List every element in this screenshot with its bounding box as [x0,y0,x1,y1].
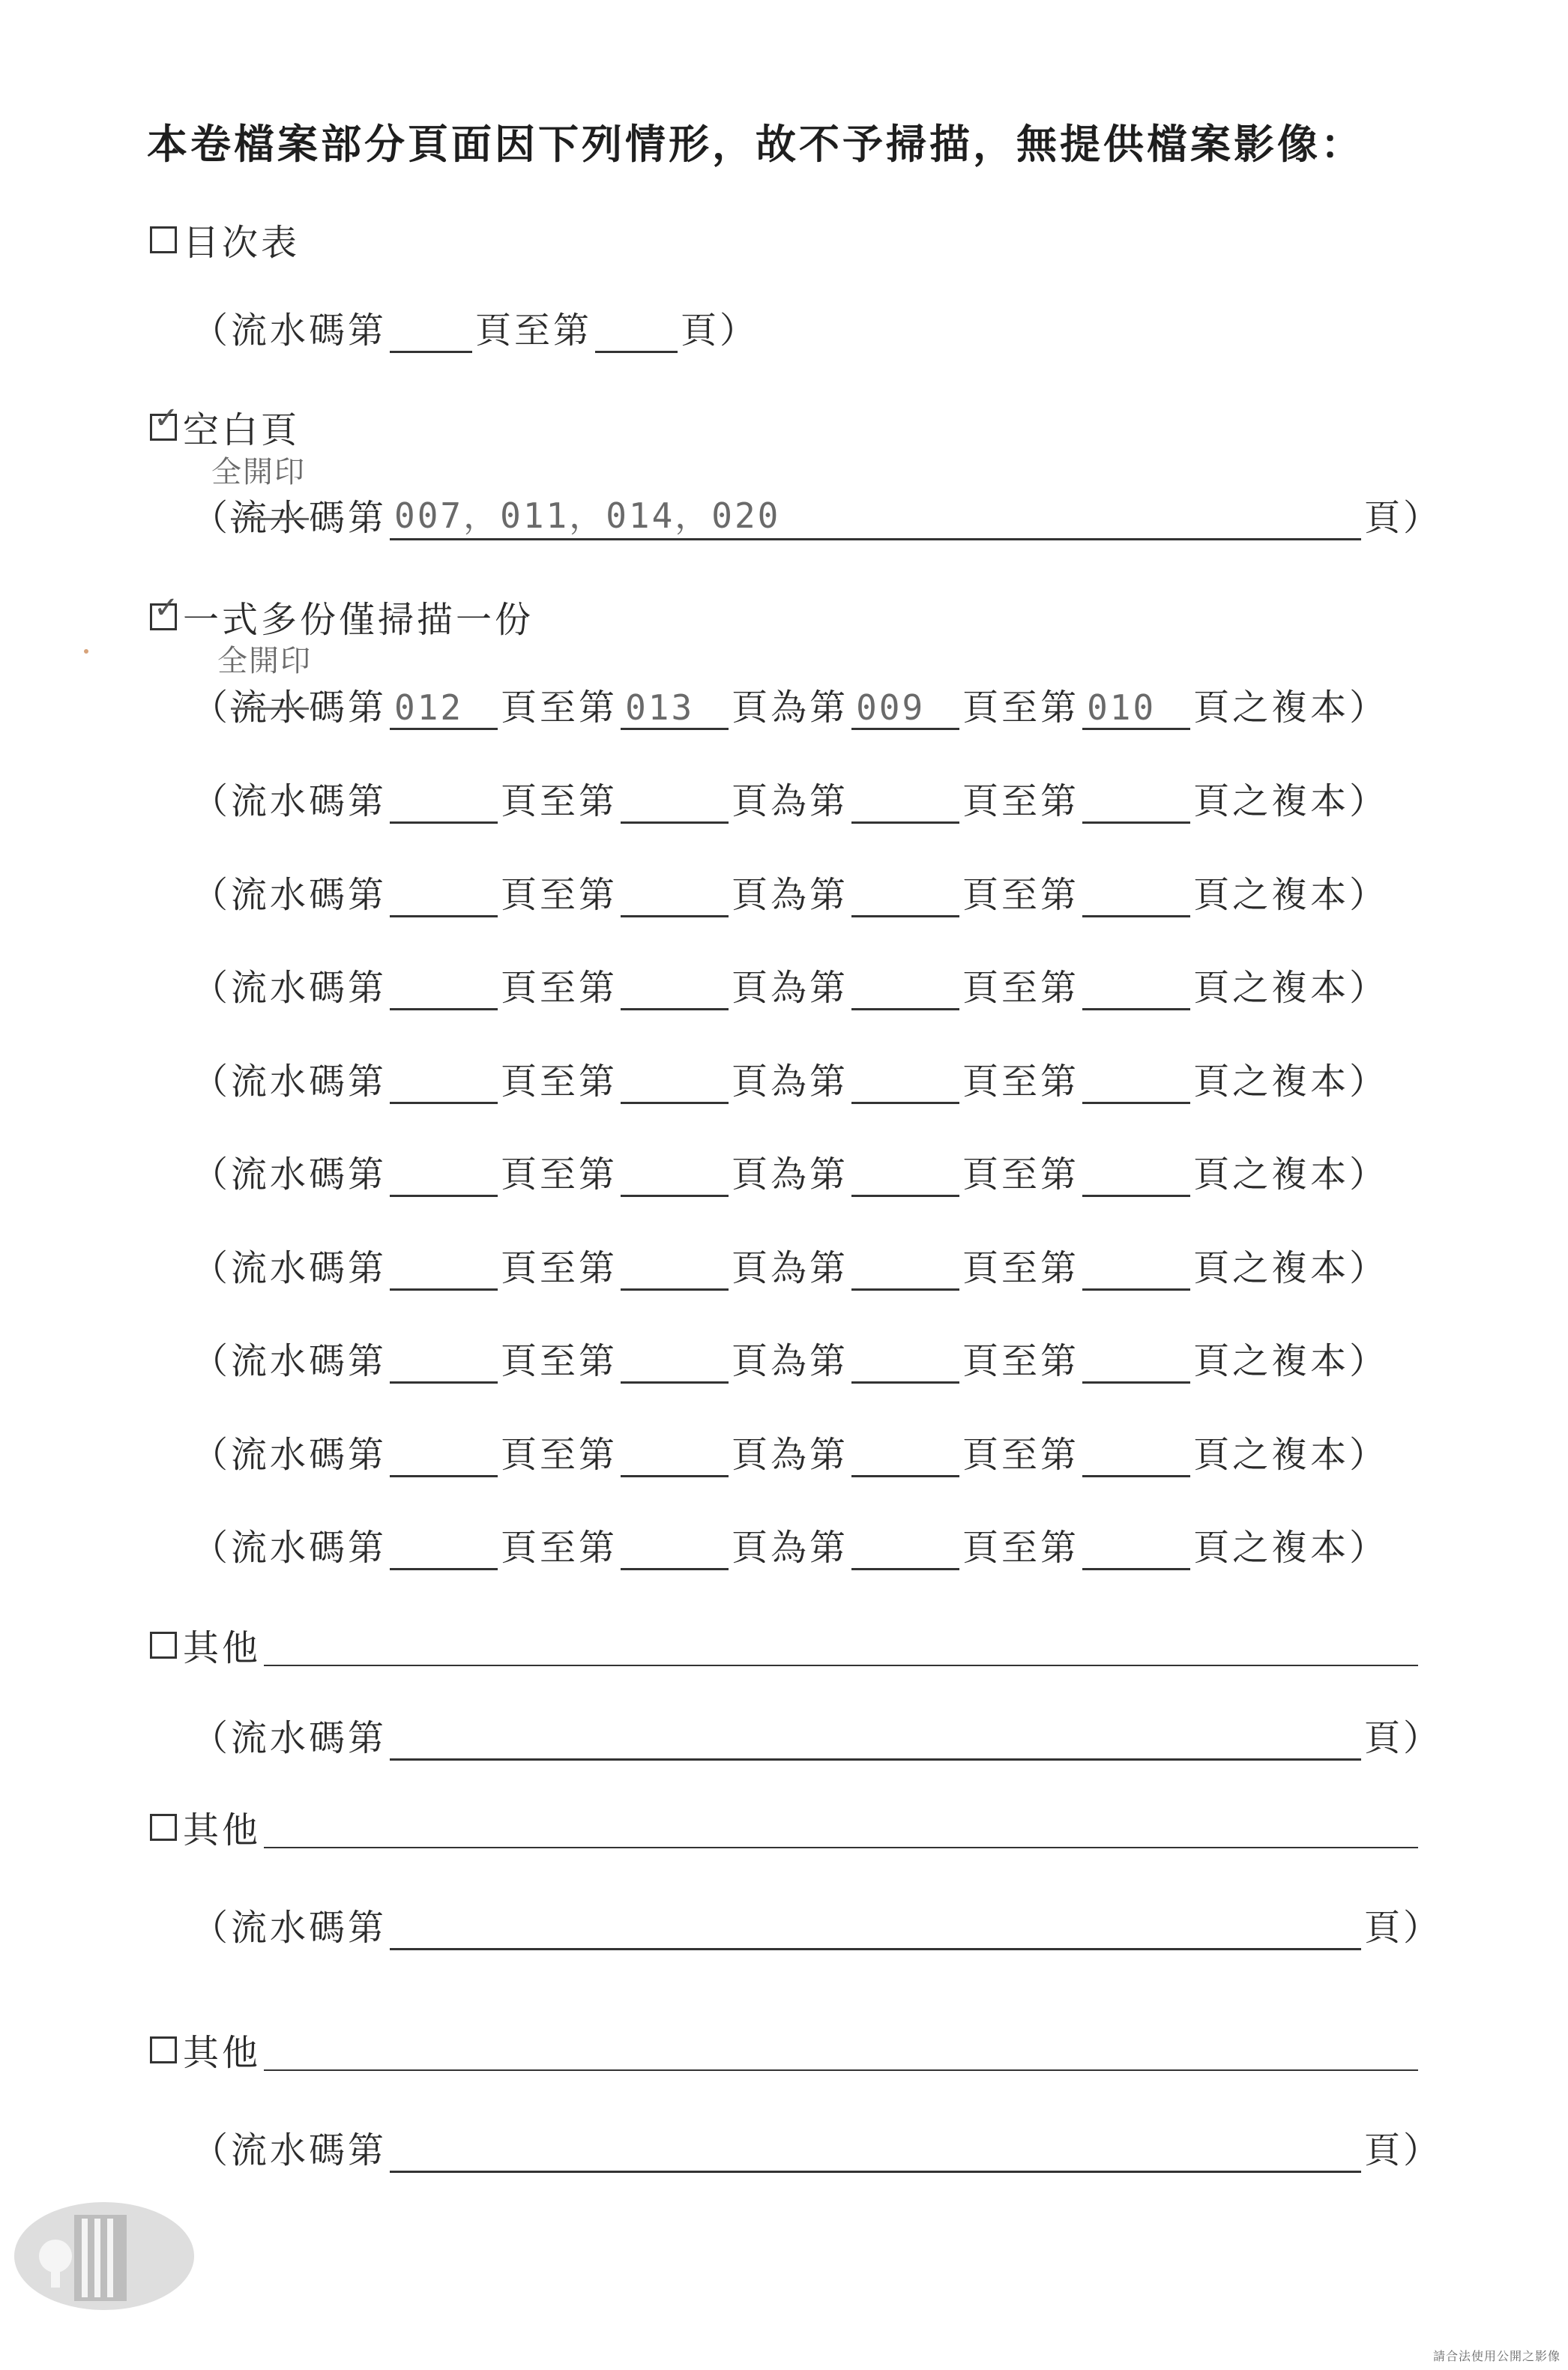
dup-to-field[interactable] [621,878,729,917]
dup-to-field[interactable] [621,687,729,730]
orig-from-field[interactable] [851,1531,959,1570]
checkbox-other[interactable] [150,1632,177,1659]
serial-to-text: 頁至第 [501,1527,618,1569]
serial-copy-close-text: 頁之複本） [1193,1527,1389,1569]
serial-to-text: 頁至第 [962,687,1080,729]
serial-to-text: 頁至第 [962,780,1080,822]
serial-as-text: 頁為第 [732,1433,849,1476]
checkbox-other-label: 其他 [183,2032,262,2074]
orig-from-field[interactable] [851,1438,959,1477]
other-serial-row [192,1899,1442,1950]
checkbox-other-row[interactable] [150,1619,1418,1671]
serial-as-text: 頁為第 [732,967,849,1009]
duplicate-row [192,1145,1388,1197]
dup-from-field[interactable] [390,1157,498,1197]
orig-to-field[interactable] [1082,784,1190,824]
serial-copy-close-text: 頁之複本） [1193,967,1389,1009]
orig-to-field[interactable] [1082,1438,1190,1477]
serial-open-text: （流水碼第 [192,497,388,539]
duplicate-row [192,959,1388,1010]
checkbox-other-label: 其他 [183,1627,262,1669]
orig-from-field[interactable] [851,687,959,730]
duplicate-row [192,866,1388,917]
serial-to-text: 頁至第 [962,1154,1080,1195]
blank-pages-field[interactable] [390,495,1361,540]
serial-open-text: （流水碼第 [192,967,388,1009]
handwritten-value: 009 [856,687,926,728]
duplicate-row [192,1426,1388,1477]
orig-from-field[interactable] [851,1344,959,1384]
orig-from-field[interactable] [851,1251,959,1291]
serial-open-text: （流水碼第 [192,1527,388,1569]
orig-to-field[interactable] [1082,971,1190,1010]
orig-to-field[interactable] [1082,1157,1190,1197]
checkbox-toc-label: 目次表 [183,222,301,264]
orig-from-field[interactable] [851,878,959,917]
serial-to-text: 頁至第 [501,1246,618,1289]
other-pages-field[interactable] [390,1911,1361,1950]
dup-from-field[interactable] [390,687,498,730]
orig-to-field[interactable] [1082,1344,1190,1384]
serial-as-text: 頁為第 [732,1154,849,1195]
dup-to-field[interactable] [621,1157,729,1197]
checkbox-toc[interactable] [150,226,177,253]
dup-to-field[interactable] [621,971,729,1010]
serial-copy-close-text: 頁之複本） [1193,1433,1389,1476]
other-description-field[interactable] [264,1665,1418,1666]
dup-to-field[interactable] [621,1344,729,1384]
orig-to-field[interactable] [1082,687,1190,730]
serial-as-text: 頁為第 [732,1060,849,1103]
orig-from-field[interactable] [851,1157,959,1197]
serial-to-text: 頁至第 [501,687,618,729]
handwritten-note-blank: 全開印 [211,455,306,489]
serial-close-text: 頁） [1364,2129,1443,2171]
checkbox-blank-page[interactable] [150,400,182,441]
dup-to-field[interactable] [621,1251,729,1291]
orig-from-field[interactable] [851,971,959,1010]
serial-to-text: 頁至第 [501,1154,618,1195]
serial-to-text: 頁至第 [501,967,618,1009]
handwritten-value: 012 [394,687,464,728]
serial-open-text: （流水碼第 [192,1154,388,1195]
checkbox-blank-label: 空白頁 [183,409,301,451]
serial-to-text: 頁至第 [962,1246,1080,1289]
orig-to-field[interactable] [1082,1251,1190,1291]
serial-to-text: 頁至第 [501,1433,618,1476]
checkbox-duplicate-label: 一式多份僅掃描一份 [183,599,534,641]
serial-open-text: （流水碼第 [192,1433,388,1476]
serial-to-text: 頁至第 [501,1340,618,1382]
serial-to-text: 頁至第 [475,310,593,352]
checkbox-other[interactable] [150,1814,177,1841]
dup-to-field[interactable] [621,1531,729,1570]
serial-to-text: 頁至第 [501,1060,618,1103]
other-pages-field[interactable] [390,2133,1361,2173]
dup-to-field[interactable] [621,1438,729,1477]
archive-logo-icon [10,2196,198,2316]
serial-copy-close-text: 頁之複本） [1193,780,1389,822]
serial-to-text: 頁至第 [962,1433,1080,1476]
handwritten-value: 010 [1087,687,1157,728]
checkmark-icon: ✓ [154,590,182,625]
serial-as-text: 頁為第 [732,687,849,729]
serial-open-text: （流水碼第 [192,310,388,352]
serial-to-text: 頁至第 [501,780,618,822]
dup-from-field[interactable] [390,1531,498,1570]
checkbox-other-row[interactable] [150,2024,1418,2075]
serial-copy-close-text: 頁之複本） [1193,1246,1389,1289]
page-title: 本卷檔案部分頁面因下列情形，故不予掃描，無提供檔案影像： [147,120,1364,168]
serial-open-text: （流水碼第 [192,1340,388,1382]
paper-speck [84,649,88,654]
serial-close-text: 頁） [1364,1717,1443,1759]
dup-from-field[interactable] [390,878,498,917]
blank-serial-row [192,489,1442,540]
serial-close-text: 頁） [1364,497,1443,539]
checkbox-duplicate[interactable] [150,590,182,630]
duplicate-row [192,1519,1388,1570]
orig-from-field[interactable] [851,1064,959,1104]
handwritten-pages: 007，011，014，020 [394,495,781,536]
serial-as-text: 頁為第 [732,1340,849,1382]
checkbox-other-row[interactable] [150,1801,1418,1853]
serial-copy-close-text: 頁之複本） [1193,1154,1389,1195]
dup-from-field[interactable] [390,971,498,1010]
dup-from-field[interactable] [390,1251,498,1291]
dup-from-field[interactable] [390,1344,498,1384]
other-pages-field[interactable] [390,1721,1361,1761]
serial-open-text: （流水碼第 [192,687,388,729]
orig-to-field[interactable] [1082,1064,1190,1104]
serial-as-text: 頁為第 [732,780,849,822]
dup-from-field[interactable] [390,784,498,824]
dup-to-field[interactable] [621,784,729,824]
dup-to-field[interactable] [621,1064,729,1104]
other-serial-row [192,2121,1442,2173]
struck-text: 流水 [231,687,310,729]
serial-to-text: 頁至第 [501,873,618,916]
serial-open-text: （流水碼第 [192,873,388,916]
serial-as-text: 頁為第 [732,1527,849,1569]
handwritten-value: 013 [625,687,695,728]
other-description-field[interactable] [264,1847,1418,1848]
checkbox-duplicate-row[interactable] [150,591,534,642]
other-serial-row [192,1709,1442,1761]
serial-open-text: （流水碼第 [192,1717,388,1759]
serial-copy-close-text: 頁之複本） [1193,687,1389,729]
toc-serial-row [192,301,759,353]
duplicate-row [192,772,1388,824]
serial-copy-close-text: 頁之複本） [1193,873,1389,916]
duplicate-row [192,678,1388,730]
checkbox-toc-row[interactable] [150,214,300,265]
duplicate-row [192,1332,1388,1384]
serial-copy-close-text: 頁之複本） [1193,1340,1389,1382]
serial-open-text: （流水碼第 [192,1907,388,1949]
serial-close-text: 頁） [1364,1907,1443,1949]
serial-to-text: 頁至第 [962,1340,1080,1382]
toc-from-field[interactable] [390,313,472,353]
handwritten-note-duplicate: 全開印 [217,644,312,678]
duplicate-row [192,1052,1388,1104]
serial-to-text: 頁至第 [962,1527,1080,1569]
orig-to-field[interactable] [1082,1531,1190,1570]
struck-text: 流水 [231,497,310,539]
serial-as-text: 頁為第 [732,1246,849,1289]
other-description-field[interactable] [264,2069,1418,2071]
serial-to-text: 頁至第 [962,1060,1080,1103]
serial-as-text: 頁為第 [732,873,849,916]
serial-open-text: （流水碼第 [192,1060,388,1103]
serial-to-text: 頁至第 [962,967,1080,1009]
serial-to-text: 頁至第 [962,873,1080,916]
serial-close-text: 頁） [681,310,759,352]
serial-open-text: （流水碼第 [192,1246,388,1289]
dup-from-field[interactable] [390,1064,498,1104]
serial-copy-close-text: 頁之複本） [1193,1060,1389,1103]
serial-open-text: （流水碼第 [192,2129,388,2171]
dup-from-field[interactable] [390,1438,498,1477]
checkbox-other[interactable] [150,2036,177,2063]
orig-to-field[interactable] [1082,878,1190,917]
orig-from-field[interactable] [851,784,959,824]
checkmark-icon: ✓ [154,400,182,435]
duplicate-row [192,1239,1388,1291]
checkbox-other-label: 其他 [183,1809,262,1851]
toc-to-field[interactable] [595,313,678,353]
serial-open-text: （流水碼第 [192,780,388,822]
checkbox-blank-row[interactable] [150,401,300,453]
footer-note: 請合法使用公開之影像 [1432,2349,1561,2363]
